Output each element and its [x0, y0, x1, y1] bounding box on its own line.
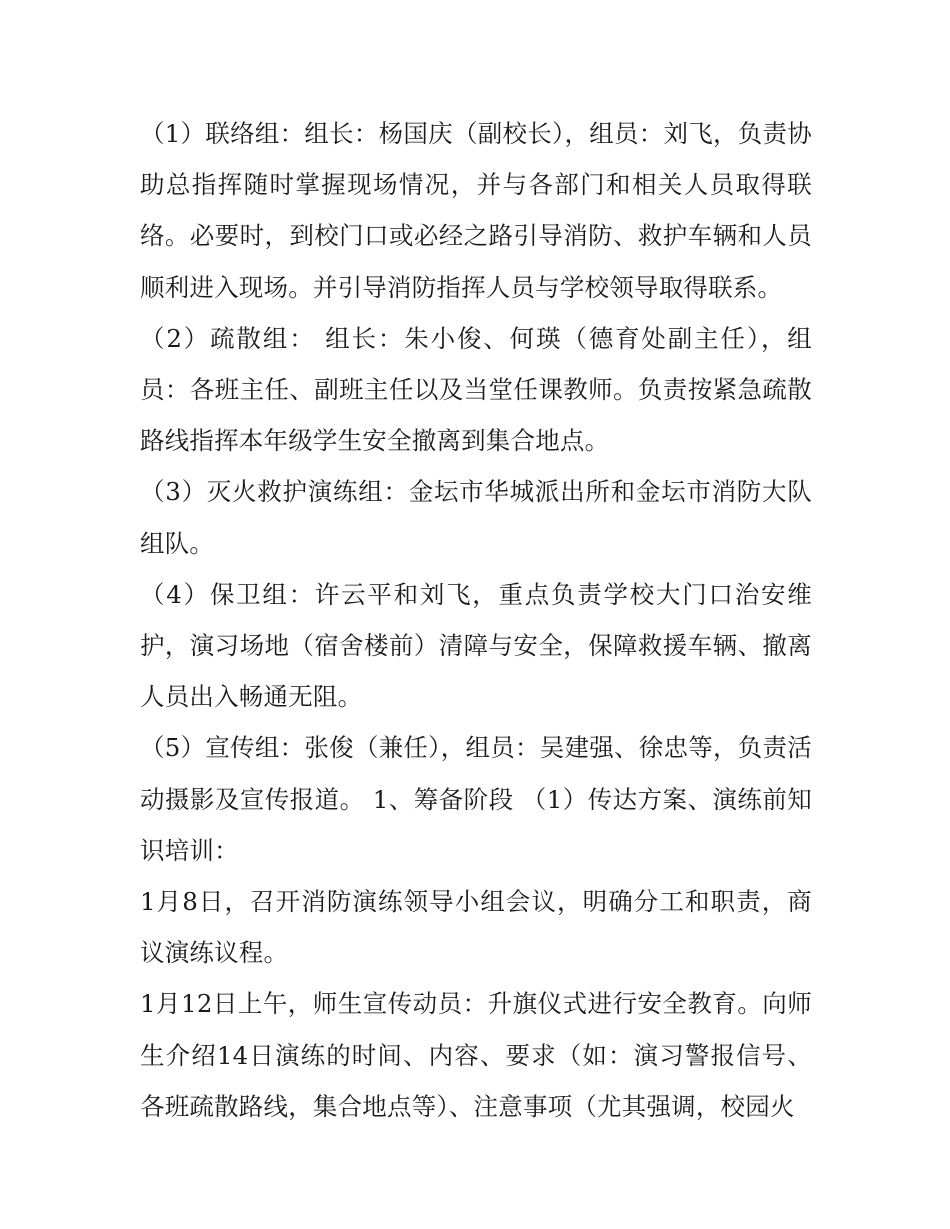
- paragraph-evacuation-group: （2）疏散组： 组长：朱小俊、何瑛（德育处副主任），组员：各班主任、副班主任以及当堂任课教师。负责按紧急疏散路线指挥本年级学生安全撤离到集合地点。: [140, 323, 812, 456]
- paragraph-firefighting-group: （3）灭火救护演练组：金坛市华城派出所和金坛市消防大队组队。: [140, 477, 812, 558]
- paragraph-jan-12: 1月12日上午，师生宣传动员：升旗仪式进行安全教育。向师生介绍14日演练的时间、内容、要求（如：演习警报信号、各班疏散路线，集合地点等）、注意事项（尤其强调，校园火: [140, 989, 812, 1121]
- paragraph-security-group: （4）保卫组：许云平和刘飞，重点负责学校大门口治安维护，演习场地（宿舍楼前）清障与安全，保障救援车辆、撤离人员出入畅通无阻。: [140, 579, 812, 712]
- paragraph-liaison-group: （1）联络组：组长：杨国庆（副校长），组员：刘飞，负责协助总指挥随时掌握现场情况，并与各部门和相关人员取得联络。必要时，到校门口或必经之路引导消防、救护车辆和人员顺利进入现场。并引导消防指挥人员与学校领导取得联系。: [140, 119, 812, 302]
- paragraph-publicity-group: （5）宣传组：张俊（兼任），组员：吴建强、徐忠等，负责活动摄影及宣传报道。 1、筹备阶段 （1）传达方案、演练前知识培训：: [140, 733, 812, 865]
- paragraph-jan-8: 1月8日，召开消防演练领导小组会议，明确分工和职责，商议演练议程。: [140, 887, 812, 968]
- document-body: [140, 108, 812, 1132]
